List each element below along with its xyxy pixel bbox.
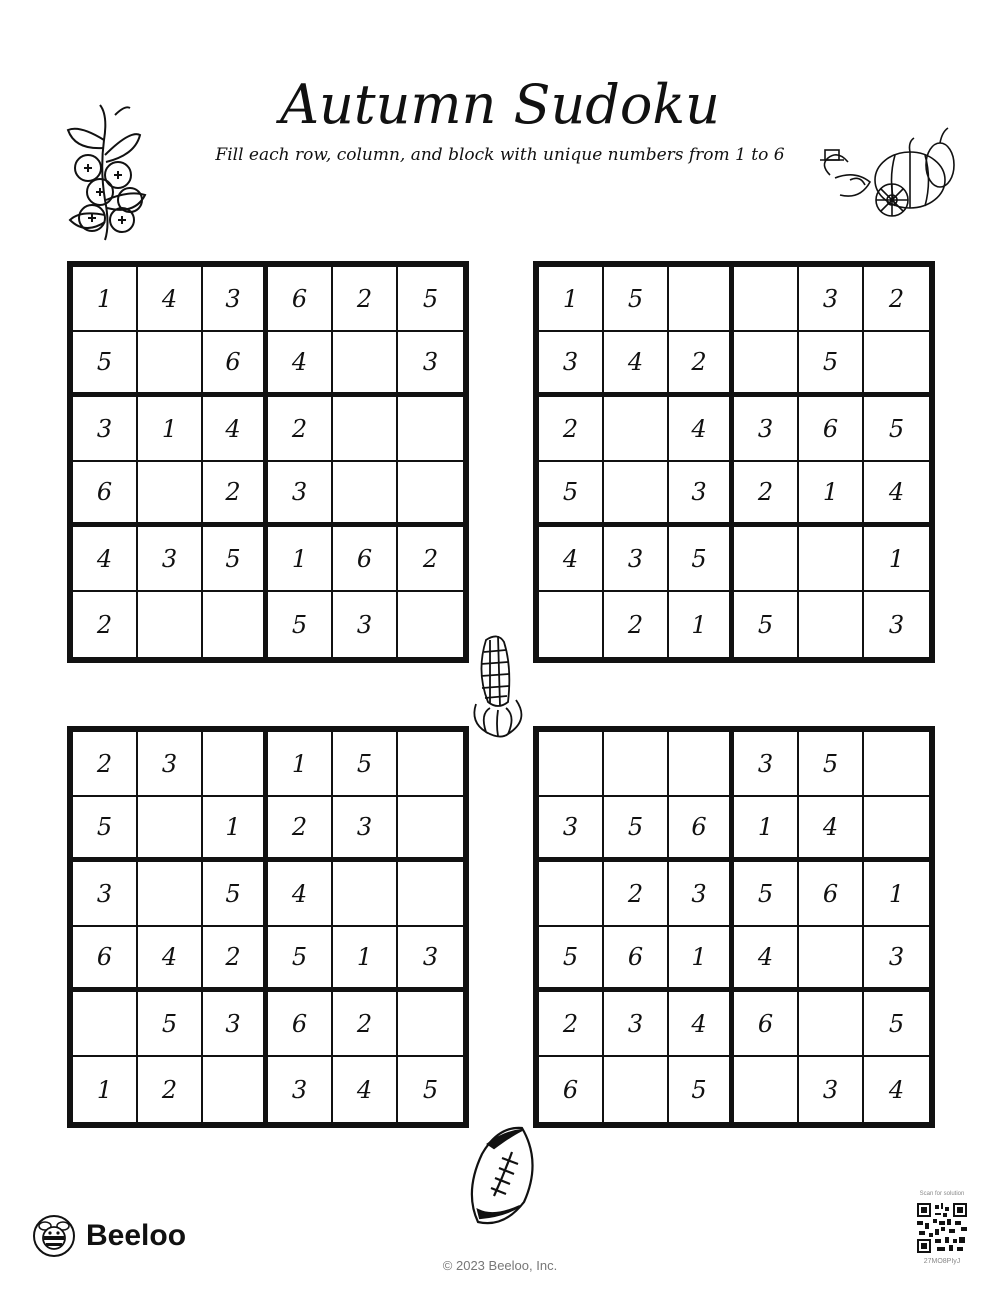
sudoku-cell[interactable]: 2: [734, 462, 799, 527]
sudoku-cell[interactable]: [864, 797, 929, 862]
sudoku-cell[interactable]: [799, 592, 864, 657]
sudoku-cell[interactable]: 5: [864, 397, 929, 462]
sudoku-cell[interactable]: [398, 862, 463, 927]
sudoku-cell[interactable]: [203, 1057, 268, 1122]
sudoku-cell[interactable]: [333, 332, 398, 397]
sudoku-cell[interactable]: 1: [669, 592, 734, 657]
sudoku-cell[interactable]: 4: [73, 527, 138, 592]
sudoku-cell[interactable]: 2: [333, 267, 398, 332]
sudoku-cell[interactable]: [333, 397, 398, 462]
qr-label: Scan for solution: [919, 1191, 965, 1197]
sudoku-cell[interactable]: 5: [138, 992, 203, 1057]
sudoku-cell[interactable]: 6: [268, 992, 333, 1057]
sudoku-cell[interactable]: 1: [864, 527, 929, 592]
sudoku-cell[interactable]: 5: [539, 462, 604, 527]
blueberry-branch-icon: [60, 100, 170, 245]
sudoku-cell[interactable]: [604, 462, 669, 527]
sudoku-cell[interactable]: 4: [864, 462, 929, 527]
beeloo-logo[interactable]: [32, 1214, 186, 1258]
sudoku-cell[interactable]: 3: [734, 732, 799, 797]
sudoku-cell[interactable]: 3: [539, 797, 604, 862]
sudoku-cell[interactable]: 3: [203, 992, 268, 1057]
sudoku-cell[interactable]: 4: [799, 797, 864, 862]
sudoku-cell[interactable]: [333, 462, 398, 527]
sudoku-cell[interactable]: 4: [268, 862, 333, 927]
sudoku-cell[interactable]: 3: [333, 592, 398, 657]
sudoku-cell[interactable]: 3: [138, 732, 203, 797]
sudoku-cell[interactable]: 1: [333, 927, 398, 992]
sudoku-cell[interactable]: 4: [138, 267, 203, 332]
sudoku-cell[interactable]: [398, 992, 463, 1057]
sudoku-cell[interactable]: 2: [398, 527, 463, 592]
sudoku-cell[interactable]: 4: [669, 992, 734, 1057]
sudoku-cell[interactable]: [669, 732, 734, 797]
sudoku-cell[interactable]: 2: [203, 927, 268, 992]
sudoku-cell[interactable]: [398, 592, 463, 657]
sudoku-cell[interactable]: [398, 732, 463, 797]
sudoku-cell[interactable]: 1: [669, 927, 734, 992]
sudoku-cell[interactable]: 6: [333, 527, 398, 592]
sudoku-cell[interactable]: 5: [669, 1057, 734, 1122]
brand-name: Beeloo: [86, 1219, 187, 1252]
sudoku-cell[interactable]: 3: [799, 1057, 864, 1122]
sudoku-cell[interactable]: [734, 527, 799, 592]
sudoku-cell[interactable]: 6: [734, 992, 799, 1057]
instructions: Fill each row, column, and block with unique numbers from 1 to 6: [215, 145, 785, 165]
puzzle-top-left: [67, 261, 469, 663]
sudoku-cell[interactable]: 5: [864, 992, 929, 1057]
sudoku-cell[interactable]: 4: [734, 927, 799, 992]
sudoku-cell[interactable]: 1: [73, 267, 138, 332]
puzzle-bottom-left: [67, 726, 469, 1128]
sudoku-cell[interactable]: 2: [669, 332, 734, 397]
sudoku-cell[interactable]: [669, 267, 734, 332]
corn-cob-icon: [468, 632, 536, 740]
qr-code-id: 27MO8PIyJ: [923, 1258, 961, 1265]
sudoku-cell[interactable]: [864, 732, 929, 797]
sudoku-cell[interactable]: 5: [203, 527, 268, 592]
sudoku-cell[interactable]: 3: [73, 397, 138, 462]
sudoku-cell[interactable]: 3: [333, 797, 398, 862]
sudoku-cell[interactable]: 6: [268, 267, 333, 332]
sudoku-cell[interactable]: 4: [669, 397, 734, 462]
sudoku-cell[interactable]: 5: [73, 797, 138, 862]
sudoku-cell[interactable]: 2: [203, 462, 268, 527]
sudoku-cell[interactable]: [539, 732, 604, 797]
sudoku-cell[interactable]: 5: [734, 592, 799, 657]
bee-logo-icon: [32, 1214, 76, 1258]
sudoku-cell[interactable]: [604, 732, 669, 797]
sudoku-cell[interactable]: [138, 592, 203, 657]
sudoku-cell[interactable]: 6: [669, 797, 734, 862]
sudoku-cell[interactable]: 5: [422, 1075, 439, 1104]
sudoku-cell[interactable]: 3: [669, 862, 734, 927]
sudoku-cell[interactable]: 3: [398, 927, 463, 992]
sudoku-cell[interactable]: [539, 862, 604, 927]
sudoku-cell[interactable]: 3: [268, 462, 333, 527]
sudoku-cell[interactable]: 5: [604, 267, 669, 332]
sudoku-cell[interactable]: 4: [333, 1057, 398, 1122]
sudoku-cell[interactable]: 4: [268, 332, 333, 397]
sudoku-cell[interactable]: [333, 862, 398, 927]
sudoku-cell[interactable]: [734, 1057, 799, 1122]
sudoku-cell[interactable]: 3: [669, 462, 734, 527]
sudoku-cell[interactable]: 3: [888, 610, 905, 639]
sudoku-cell[interactable]: [398, 397, 463, 462]
sudoku-cell[interactable]: 2: [268, 797, 333, 862]
sudoku-cell[interactable]: 6: [203, 332, 268, 397]
sudoku-cell[interactable]: 4: [539, 527, 604, 592]
sudoku-cell[interactable]: 3: [604, 527, 669, 592]
sudoku-cell[interactable]: 3: [799, 267, 864, 332]
sudoku-cell[interactable]: 5: [268, 592, 333, 657]
sudoku-cell[interactable]: 5: [799, 732, 864, 797]
qr-code-icon[interactable]: [917, 1203, 967, 1253]
sudoku-cell[interactable]: 5: [799, 332, 864, 397]
sudoku-cell[interactable]: 2: [864, 267, 929, 332]
sudoku-cell[interactable]: 6: [604, 927, 669, 992]
sudoku-cell[interactable]: 4: [888, 1075, 905, 1104]
sudoku-cell[interactable]: 1: [864, 862, 929, 927]
sudoku-cell[interactable]: [73, 992, 138, 1057]
pumpkin-cornucopia-icon: [810, 120, 960, 225]
sudoku-cell[interactable]: 5: [398, 267, 463, 332]
sudoku-cell[interactable]: 2: [539, 397, 604, 462]
football-icon: [464, 1122, 542, 1230]
sudoku-cell[interactable]: [799, 927, 864, 992]
sudoku-cell[interactable]: 2: [73, 592, 138, 657]
sudoku-cell[interactable]: 3: [864, 927, 929, 992]
sudoku-cell[interactable]: 5: [539, 927, 604, 992]
sudoku-cell[interactable]: [138, 332, 203, 397]
sudoku-cell[interactable]: 3: [73, 862, 138, 927]
sudoku-cell[interactable]: 1: [268, 732, 333, 797]
sudoku-cell[interactable]: 1: [268, 527, 333, 592]
sudoku-cell[interactable]: [398, 462, 463, 527]
sudoku-cell[interactable]: 4: [203, 397, 268, 462]
sudoku-cell[interactable]: 6: [539, 1057, 604, 1122]
sudoku-cell[interactable]: [138, 862, 203, 927]
sudoku-cell[interactable]: 5: [73, 332, 138, 397]
sudoku-cell[interactable]: [734, 332, 799, 397]
sudoku-cell[interactable]: 6: [799, 397, 864, 462]
sudoku-cell[interactable]: 2: [138, 1057, 203, 1122]
sudoku-cell[interactable]: 5: [669, 527, 734, 592]
sudoku-cell[interactable]: [864, 332, 929, 397]
sudoku-cell[interactable]: 3: [398, 332, 463, 397]
sudoku-cell[interactable]: 5: [268, 927, 333, 992]
sudoku-cell[interactable]: 3: [539, 332, 604, 397]
sudoku-cell[interactable]: 2: [333, 992, 398, 1057]
sudoku-cell[interactable]: 5: [333, 732, 398, 797]
sudoku-cell[interactable]: 6: [73, 927, 138, 992]
sudoku-cell[interactable]: 2: [73, 732, 138, 797]
sudoku-cell[interactable]: 1: [203, 797, 268, 862]
sudoku-cell[interactable]: 1: [799, 462, 864, 527]
sudoku-cell[interactable]: [799, 527, 864, 592]
sudoku-cell[interactable]: [203, 592, 268, 657]
sudoku-cell[interactable]: 1: [734, 797, 799, 862]
sudoku-cell[interactable]: 3: [734, 397, 799, 462]
sudoku-cell[interactable]: 4: [604, 332, 669, 397]
sudoku-cell[interactable]: 2: [539, 992, 604, 1057]
copyright: © 2023 Beeloo, Inc.: [442, 1258, 558, 1273]
sudoku-cell[interactable]: 4: [138, 927, 203, 992]
sudoku-cell[interactable]: 3: [268, 1057, 333, 1122]
sudoku-cell[interactable]: 3: [203, 267, 268, 332]
sudoku-cell[interactable]: [138, 797, 203, 862]
sudoku-cell[interactable]: [539, 592, 604, 657]
puzzle-bottom-right: [533, 726, 935, 1128]
sudoku-cell[interactable]: 3: [138, 527, 203, 592]
sudoku-cell[interactable]: 2: [604, 592, 669, 657]
sudoku-cell[interactable]: 6: [73, 462, 138, 527]
sudoku-cell[interactable]: [203, 732, 268, 797]
sudoku-cell[interactable]: 1: [539, 267, 604, 332]
sudoku-cell[interactable]: [604, 1057, 669, 1122]
sudoku-cell[interactable]: [799, 992, 864, 1057]
sudoku-cell[interactable]: 1: [138, 397, 203, 462]
sudoku-cell[interactable]: [604, 397, 669, 462]
sudoku-cell[interactable]: [138, 462, 203, 527]
sudoku-cell[interactable]: 1: [73, 1057, 138, 1122]
sudoku-cell[interactable]: 3: [604, 992, 669, 1057]
sudoku-cell[interactable]: [734, 267, 799, 332]
sudoku-cell[interactable]: 6: [799, 862, 864, 927]
sudoku-cell[interactable]: 2: [604, 862, 669, 927]
sudoku-cell[interactable]: 5: [604, 797, 669, 862]
page-title: Autumn Sudoku: [280, 73, 720, 136]
sudoku-cell[interactable]: 2: [268, 397, 333, 462]
sudoku-cell[interactable]: 5: [203, 862, 268, 927]
puzzle-top-right: [533, 261, 935, 663]
sudoku-cell[interactable]: [398, 797, 463, 862]
sudoku-cell[interactable]: 5: [734, 862, 799, 927]
